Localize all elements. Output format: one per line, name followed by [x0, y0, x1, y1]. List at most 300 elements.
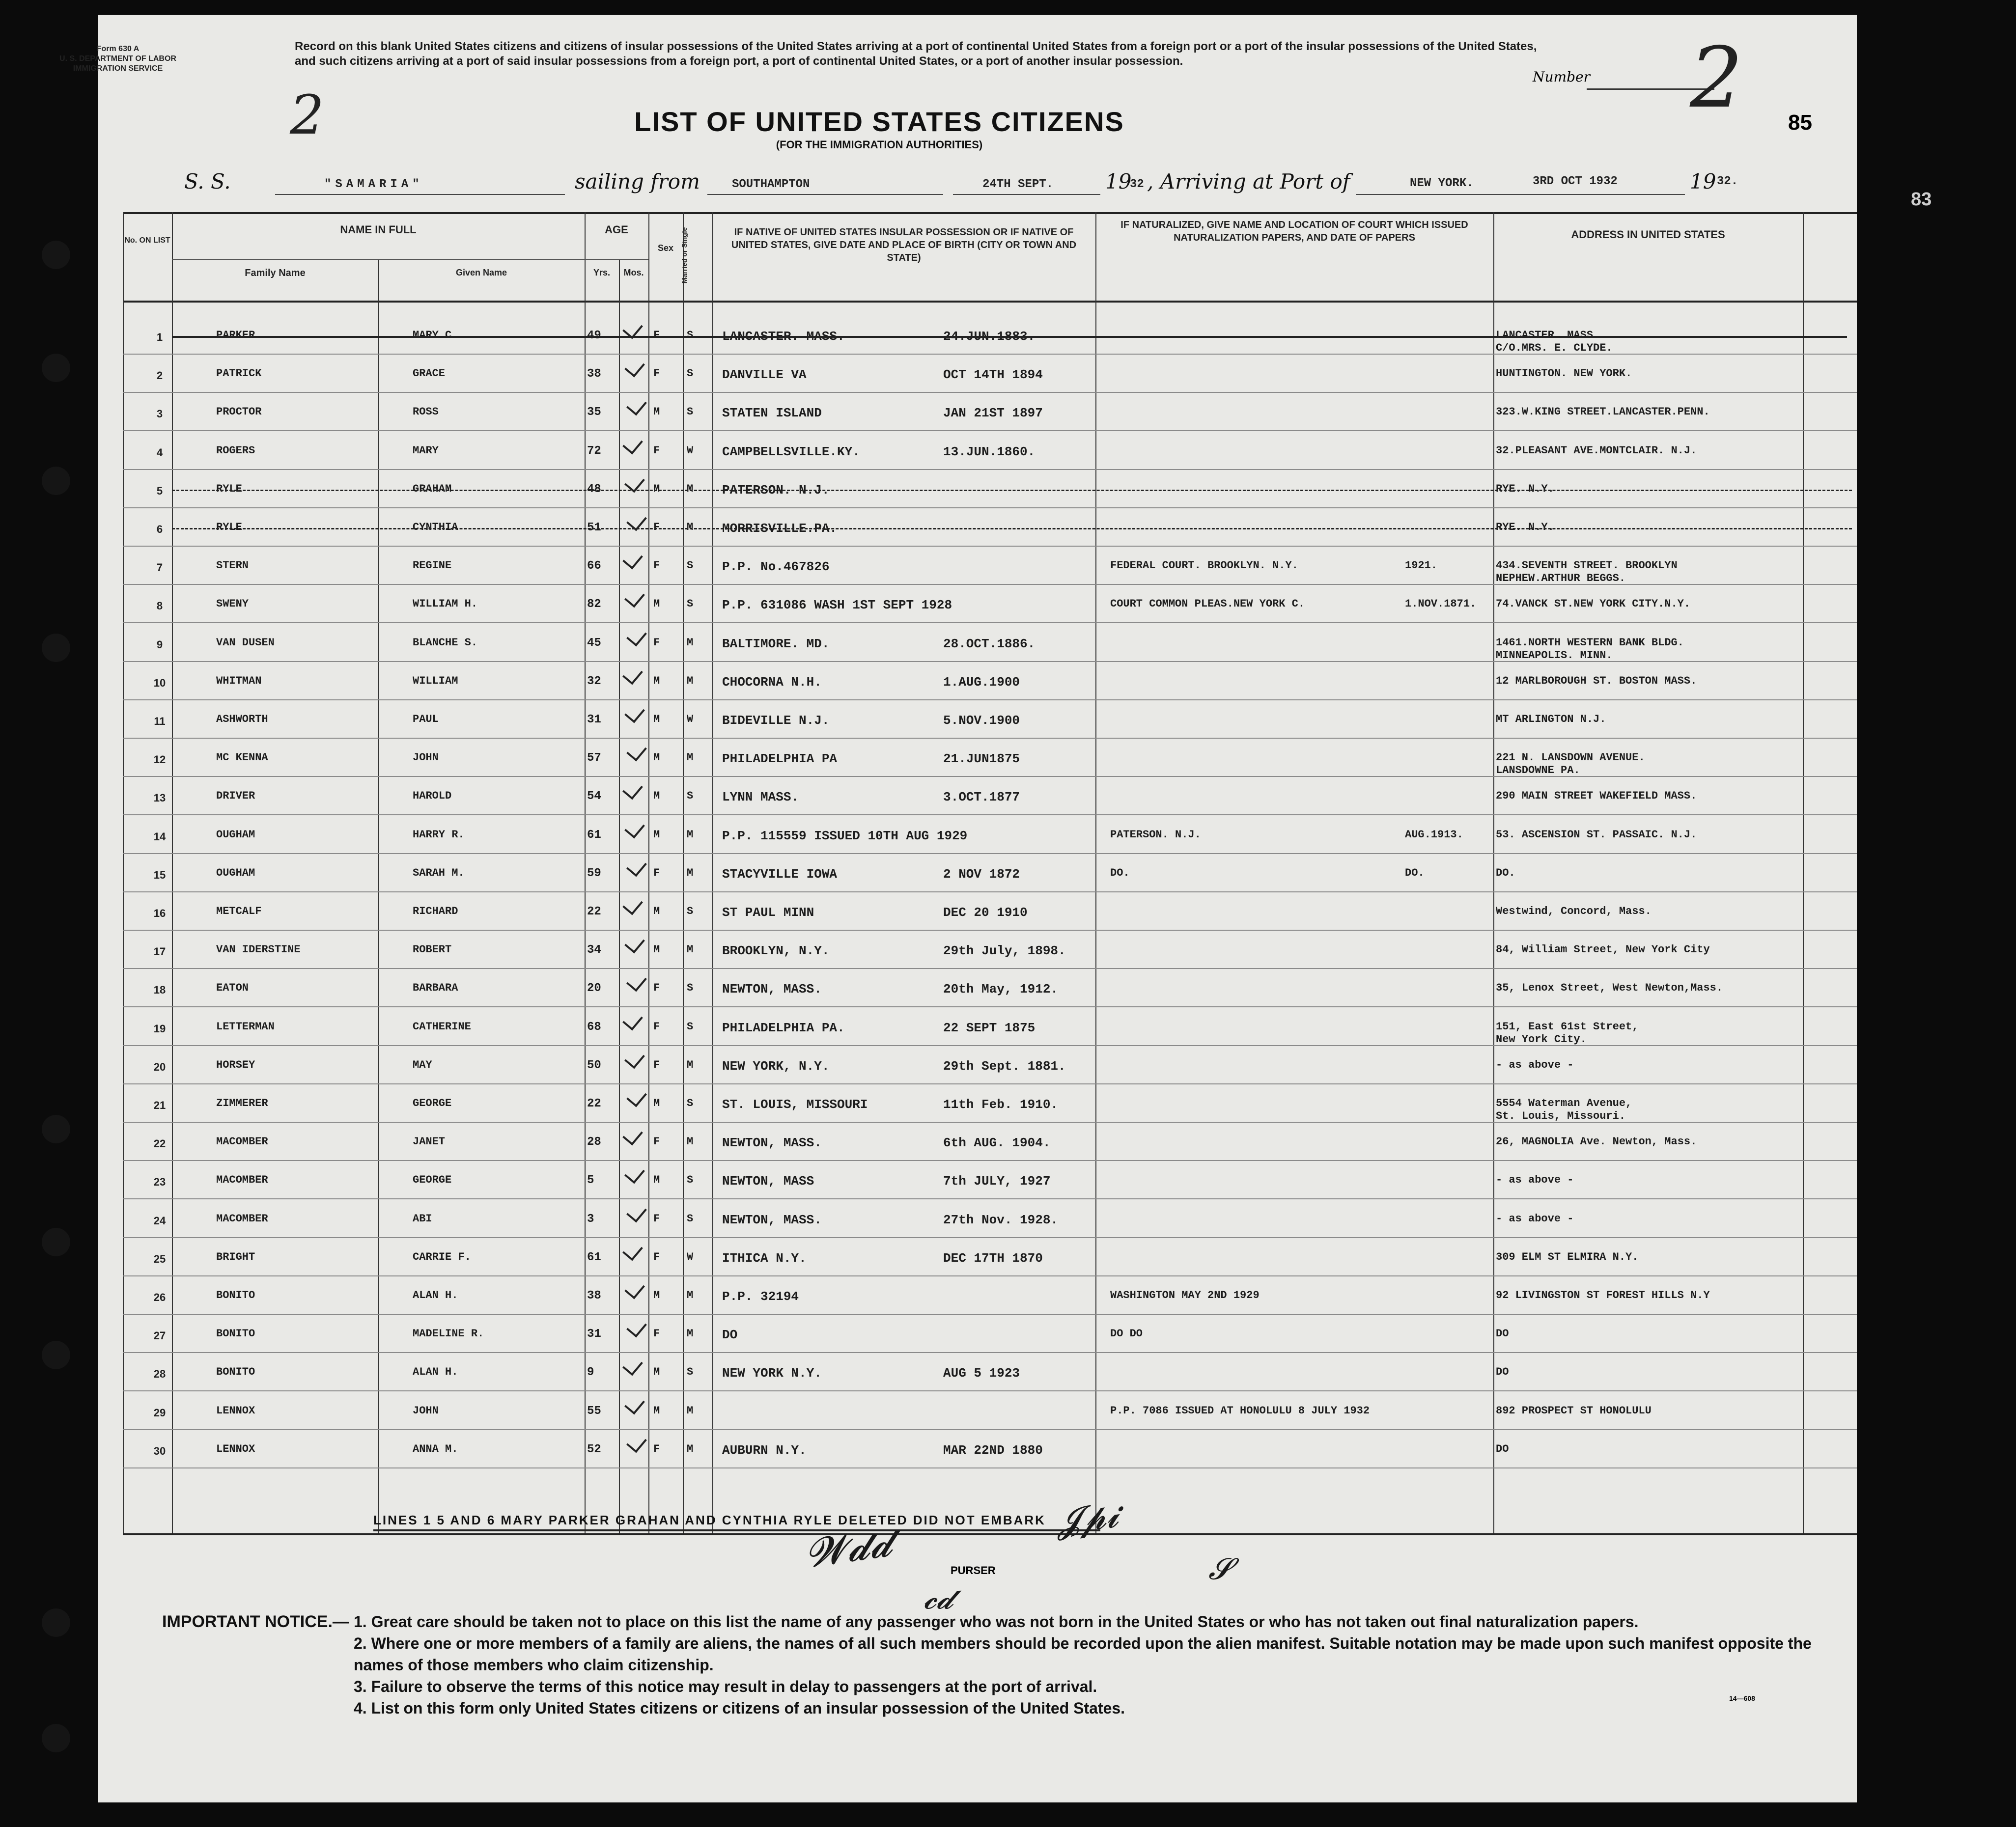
cell-birth-date: 2 NOV 1872: [943, 866, 1020, 882]
row-rule: [123, 738, 1857, 739]
cell-nat: COURT COMMON PLEAS.NEW YORK C.: [1110, 598, 1305, 610]
line-number: 28: [153, 1368, 166, 1381]
cell-birth-date: 5.NOV.1900: [943, 713, 1020, 728]
cell-family: WHITMAN: [216, 674, 262, 687]
cell-given: HARRY R.: [413, 828, 465, 841]
cell-family: BRIGHT: [216, 1250, 255, 1263]
page-number: 85: [1788, 111, 1812, 135]
deletion-note: LINES 1 5 AND 6 MARY PARKER GRAHAN AND CYNTHIA RYLE DELETED DID NOT EMBARK: [373, 1513, 1046, 1527]
row-rule: [123, 622, 1857, 623]
page-subtitle: (FOR THE IMMIGRATION AUTHORITIES): [776, 138, 983, 151]
cell-family: RYLE: [216, 521, 242, 533]
cell-age: 52: [587, 1442, 601, 1456]
cell-birth: P.P. 32194: [722, 1289, 799, 1304]
cell-ms: M: [687, 674, 694, 687]
cell-ms: M: [687, 1289, 694, 1301]
line-number: 11: [154, 715, 166, 727]
cell-given: ROBERT: [413, 943, 452, 956]
year-prefix: 19: [1105, 169, 1132, 194]
row-rule: [123, 1160, 1857, 1161]
cell-given: MAY: [413, 1058, 432, 1071]
cell-addr2: LANSDOWNE PA.: [1496, 764, 1580, 777]
cell-age: 55: [587, 1404, 601, 1418]
cell-given: WILLIAM: [413, 674, 458, 687]
cell-family: OUGHAM: [216, 828, 255, 841]
cell-sex: M: [653, 482, 660, 495]
instructions-text: Record on this blank United States citizens and citizens of insular possessions of the United States arriving at a port of continental United States from a foreign port or a port of the insular possessions of the United States, and such citizens arriving at a port of said insular possessions from a foreign port, a port of continental United States, or a port of another insular possession.: [295, 40, 1537, 68]
cell-birth-date: 7th JULY, 1927: [943, 1174, 1051, 1189]
cell-birth: ITHICA N.Y.: [722, 1250, 807, 1266]
line-number: 3: [156, 408, 163, 420]
cell-age: 31: [587, 713, 601, 726]
cell-age: 54: [587, 790, 601, 803]
binder-hole: [42, 1115, 70, 1143]
cell-age: 35: [587, 406, 601, 419]
cell-family: BONITO: [216, 1328, 255, 1340]
initials-mark: 𝓬𝓭: [924, 1581, 954, 1616]
cell-birth-date: JAN 21ST 1897: [943, 406, 1043, 421]
cell-sex: F: [653, 866, 660, 879]
departure-year: 32: [1130, 178, 1144, 191]
line-number: 22: [153, 1137, 166, 1150]
cell-sex: F: [653, 1135, 660, 1148]
line-number: 10: [153, 676, 166, 689]
cell-given: WILLIAM H.: [413, 598, 478, 610]
notice-label: IMPORTANT NOTICE.—: [162, 1612, 349, 1631]
cell-addr1: 35, Lenox Street, West Newton,Mass.: [1496, 982, 1723, 995]
cell-sex: M: [653, 1366, 660, 1379]
cell-given: ANNA M.: [413, 1442, 458, 1455]
form-code: 14—608: [1729, 1694, 1755, 1702]
col-divider: [619, 259, 620, 1533]
cell-given: ROSS: [413, 406, 439, 418]
cell-nat-date: 1.NOV.1871.: [1405, 598, 1477, 610]
cell-birth: NEW YORK N.Y.: [722, 1366, 822, 1381]
cell-family: RYLE: [216, 482, 242, 495]
row-rule: [123, 1006, 1857, 1007]
cell-birth-date: 11th Feb. 1910.: [943, 1097, 1059, 1112]
form-number: Form 630 A: [96, 45, 140, 53]
binder-hole: [42, 241, 70, 269]
row-rule: [123, 1429, 1857, 1430]
cell-age: 68: [587, 1020, 601, 1034]
row-rule: [123, 968, 1857, 969]
col-divider: [683, 212, 684, 1533]
cell-age: 72: [587, 444, 601, 458]
cell-given: MARY C.: [413, 329, 458, 341]
deletion-note-underline: [373, 1529, 1100, 1531]
cell-family: PARKER: [216, 329, 255, 341]
cell-family: LENNOX: [216, 1404, 255, 1417]
cell-family: PROCTOR: [216, 406, 262, 418]
row-rule: [123, 853, 1857, 854]
ss-label: S. S.: [184, 169, 231, 194]
cell-sex: F: [653, 1328, 660, 1340]
cell-family: LENNOX: [216, 1442, 255, 1455]
line-number: 23: [153, 1176, 166, 1189]
row-rule: [123, 507, 1857, 508]
line-number: 15: [153, 868, 166, 881]
cell-birth: PHILADELPHIA PA: [722, 751, 838, 767]
cell-sex: M: [653, 790, 660, 803]
row-rule: [123, 1390, 1857, 1391]
cell-addr1: RYE. N.Y.: [1496, 521, 1554, 533]
cell-birth-date: 21.JUN1875: [943, 751, 1020, 767]
cell-age: 9: [587, 1366, 594, 1380]
cell-addr1: MT ARLINGTON N.J.: [1496, 713, 1606, 725]
notice-item: 1. Great care should be taken not to place on this list the name of any passenger who was not born in the United States or who has not taken out final naturalization papers.: [354, 1613, 1639, 1631]
cell-addr1: 323.W.KING STREET.LANCASTER.PENN.: [1496, 406, 1710, 418]
cell-nat: WASHINGTON MAY 2ND 1929: [1110, 1289, 1260, 1301]
cell-nat: P.P. 7086 ISSUED AT HONOLULU 8 JULY 1932: [1110, 1404, 1370, 1417]
row-rule: [123, 469, 1857, 470]
cell-nat: FEDERAL COURT. BROOKLYN. N.Y.: [1110, 559, 1298, 572]
cell-age: 45: [587, 636, 601, 650]
cell-birth-date: OCT 14TH 1894: [943, 367, 1043, 383]
port-underline: [707, 194, 943, 195]
cell-nat: DO.: [1110, 866, 1130, 879]
port-of-departure: SOUTHAMPTON: [732, 178, 810, 191]
arriving-label: , Arriving at Port of: [1147, 169, 1350, 194]
cell-family: MACOMBER: [216, 1174, 268, 1187]
cell-age: 61: [587, 1250, 601, 1264]
year-prefix-2: 19: [1690, 169, 1716, 194]
cell-ms: S: [687, 1097, 694, 1109]
cell-birth: STACYVILLE IOWA: [722, 866, 838, 882]
cell-family: DRIVER: [216, 790, 255, 803]
col-divider: [1493, 212, 1494, 1533]
line-number: 13: [153, 792, 166, 804]
row-rule: [123, 546, 1857, 547]
cell-addr1: 309 ELM ST ELMIRA N.Y.: [1496, 1250, 1639, 1263]
cell-birth-date: 3.OCT.1877: [943, 790, 1020, 805]
inspector-signature: 𝓙𝓹𝓲: [1054, 1495, 1120, 1542]
cell-sex: F: [653, 1442, 660, 1455]
cell-age: 5: [587, 1174, 594, 1188]
cell-ms: M: [687, 482, 694, 495]
line-number: 21: [153, 1099, 166, 1111]
cell-addr1: - as above -: [1496, 1058, 1574, 1071]
cell-birth: DO: [722, 1328, 738, 1343]
header-family-name: Family Name: [245, 268, 306, 278]
cell-ms: M: [687, 1135, 694, 1148]
cell-sex: F: [653, 1058, 660, 1071]
cell-ms: W: [687, 1250, 694, 1263]
cell-sex: F: [653, 1020, 660, 1033]
cell-age: 51: [587, 521, 601, 534]
cell-family: MACOMBER: [216, 1135, 268, 1148]
cell-given: GRAHAM: [413, 482, 452, 495]
row-rule: [123, 930, 1857, 931]
header-months: Mos.: [623, 268, 644, 277]
cell-addr1: 32.PLEASANT AVE.MONTCLAIR. N.J.: [1496, 444, 1697, 457]
cell-birth: NEWTON, MASS.: [722, 982, 822, 997]
cell-given: BARBARA: [413, 982, 458, 995]
cell-sex: F: [653, 1212, 660, 1225]
cell-sex: M: [653, 1174, 660, 1187]
row-rule: [123, 1198, 1857, 1199]
cell-family: BONITO: [216, 1289, 255, 1301]
cell-addr1: 53. ASCENSION ST. PASSAIC. N.J.: [1496, 828, 1697, 841]
cell-birth-date: 1.AUG.1900: [943, 674, 1020, 690]
cell-birth-date: 24.JUN.1883.: [943, 329, 1036, 344]
strike-through-line: [172, 528, 1852, 529]
cell-ms: S: [687, 1020, 694, 1033]
cell-given: JANET: [413, 1135, 446, 1148]
cell-family: ROGERS: [216, 444, 255, 457]
cell-ms: M: [687, 828, 694, 841]
table-bottom-border: [123, 1533, 1857, 1535]
cell-birth: CAMPBELLSVILLE.KY.: [722, 444, 860, 459]
header-name-in-full: NAME IN FULL: [340, 223, 417, 236]
cell-addr1: 92 LIVINGSTON ST FOREST HILLS N.Y: [1496, 1289, 1710, 1301]
cell-sex: F: [653, 1250, 660, 1263]
cell-birth-date: 28.OCT.1886.: [943, 636, 1036, 651]
binder-hole: [42, 1228, 70, 1256]
cell-addr1: LANCASTER. MASS.: [1496, 329, 1600, 341]
cell-nat-date: AUG.1913.: [1405, 828, 1463, 841]
line-number: 24: [153, 1214, 166, 1227]
header-birth-place: IF NATIVE OF UNITED STATES INSULAR POSSESSION OR IF NATIVE OF UNITED STATES, GIVE DATE AND PLACE OF BIRTH (CITY OR TOWN AND STATE): [731, 227, 1077, 263]
list-number: 2: [1690, 29, 1743, 127]
row-rule: [123, 891, 1857, 892]
line-number: 6: [156, 523, 163, 535]
cell-family: LETTERMAN: [216, 1020, 275, 1033]
cell-sex: M: [653, 943, 660, 956]
cell-family: METCALF: [216, 905, 262, 917]
cell-ms: S: [687, 982, 694, 995]
cell-given: GRACE: [413, 367, 446, 380]
cell-addr1: 74.VANCK ST.NEW YORK CITY.N.Y.: [1496, 598, 1691, 610]
cell-ms: S: [687, 905, 694, 917]
cell-birth: PHILADELPHIA PA.: [722, 1020, 845, 1035]
cell-sex: M: [653, 905, 660, 917]
cell-addr1: - as above -: [1496, 1212, 1574, 1225]
cell-given: PAUL: [413, 713, 439, 725]
cell-birth: MORRISVILLE.PA.: [722, 521, 838, 536]
cell-birth: NEWTON, MASS: [722, 1174, 814, 1189]
cell-ms: M: [687, 1404, 694, 1417]
col-divider: [378, 259, 379, 1533]
cell-ms: S: [687, 406, 694, 418]
cell-ms: M: [687, 943, 694, 956]
cell-addr2: New York City.: [1496, 1033, 1587, 1046]
cell-addr1: 221 N. LANSDOWN AVENUE.: [1496, 751, 1645, 764]
header-address: ADDRESS IN UNITED STATES: [1571, 228, 1725, 241]
cell-addr1: Westwind, Concord, Mass.: [1496, 905, 1652, 917]
cell-sex: M: [653, 1097, 660, 1109]
cell-ms: S: [687, 559, 694, 572]
cell-ms: M: [687, 1328, 694, 1340]
cell-ms: M: [687, 751, 694, 764]
row-rule: [123, 814, 1857, 815]
col-divider: [1095, 212, 1096, 1533]
cell-ms: M: [687, 636, 694, 649]
cell-age: 48: [587, 482, 601, 496]
cell-sex: M: [653, 598, 660, 610]
header-subdivider: [585, 259, 648, 260]
binder-hole: [42, 1608, 70, 1637]
date-underline: [953, 194, 1100, 195]
cell-birth-date: 22 SEPT 1875: [943, 1020, 1036, 1035]
cell-age: 3: [587, 1212, 594, 1226]
cell-ms: S: [687, 598, 694, 610]
binder-hole: [42, 1724, 70, 1752]
departure-date: 24TH SEPT.: [982, 178, 1054, 191]
header-years: Yrs.: [593, 268, 611, 277]
cell-age: 20: [587, 982, 601, 996]
cell-addr1: DO: [1496, 1442, 1509, 1455]
cell-birth-date: 29th July, 1898.: [943, 943, 1066, 959]
cell-addr2: MINNEAPOLIS. MINN.: [1496, 649, 1613, 662]
cell-given: MARY: [413, 444, 439, 457]
cell-sex: M: [653, 751, 660, 764]
cell-addr1: DO: [1496, 1366, 1509, 1379]
header-age: AGE: [605, 223, 628, 236]
strike-through-line: [172, 336, 1847, 338]
cell-given: ALAN H.: [413, 1289, 458, 1301]
cell-birth-date: AUG 5 1923: [943, 1366, 1020, 1381]
cell-ms: S: [687, 1366, 694, 1379]
notice-item: 2. Where one or more members of a family are aliens, the names of all such members should be recorded upon the alien manifest. Suitable notation may be made upon such manifest opposite the names of those members who claim citizenship.: [354, 1634, 1812, 1674]
cell-given: MADELINE R.: [413, 1328, 484, 1340]
cell-nat: PATERSON. N.J.: [1110, 828, 1201, 841]
row-rule: [123, 1045, 1857, 1046]
header-bottom-border: [123, 301, 1857, 303]
cell-addr1: 1461.NORTH WESTERN BANK BLDG.: [1496, 636, 1684, 649]
line-number: 1: [156, 331, 163, 343]
cell-ms: S: [687, 790, 694, 803]
row-rule: [123, 1467, 1857, 1468]
department-name: U. S. DEPARTMENT OF LABOR: [59, 55, 176, 63]
cell-birth: ST. LOUIS, MISSOURI: [722, 1097, 868, 1112]
cell-age: 61: [587, 828, 601, 842]
cell-addr1: 26, MAGNOLIA Ave. Newton, Mass.: [1496, 1135, 1697, 1148]
notice-item: 3. Failure to observe the terms of this notice may result in delay to passengers at the port of arrival.: [354, 1678, 1097, 1695]
cell-ms: W: [687, 713, 694, 725]
cell-age: 32: [587, 674, 601, 688]
cell-given: ABI: [413, 1212, 432, 1225]
notice-item: 4. List on this form only United States citizens or citizens of an insular possession of the United States.: [354, 1699, 1125, 1717]
line-number: 27: [153, 1329, 166, 1342]
cell-addr1: 12 MARLBOROUGH ST. BOSTON MASS.: [1496, 674, 1697, 687]
cell-family: ZIMMERER: [216, 1097, 268, 1109]
cell-ms: W: [687, 444, 694, 457]
service-name: IMMIGRATION SERVICE: [73, 64, 163, 73]
cell-birth: ST PAUL MINN: [722, 905, 814, 920]
cell-age: 59: [587, 866, 601, 880]
header-sex: Sex: [657, 243, 674, 253]
cell-family: VAN DUSEN: [216, 636, 275, 649]
line-number: 26: [153, 1291, 166, 1303]
handwritten-sheet-number: 2: [290, 83, 324, 146]
cell-birth: P.P. 115559 ISSUED 10TH AUG 1929: [722, 828, 968, 843]
number-label: Number: [1533, 69, 1590, 85]
cell-family: OUGHAM: [216, 866, 255, 879]
strike-through-line: [172, 490, 1852, 491]
line-number: 29: [153, 1406, 166, 1419]
cell-birth-date: MAR 22ND 1880: [943, 1442, 1043, 1458]
cell-addr1: - as above -: [1496, 1174, 1574, 1187]
cell-birth: BIDEVILLE N.J.: [722, 713, 830, 728]
row-rule: [123, 1237, 1857, 1238]
side-page-number: 83: [1911, 189, 1932, 210]
binder-hole: [42, 467, 70, 495]
binder-hole: [42, 1341, 70, 1369]
purser-label: PURSER: [951, 1564, 996, 1577]
ship-name: "SAMARIA": [324, 178, 423, 191]
row-rule: [123, 1352, 1857, 1353]
cell-sex: M: [653, 713, 660, 725]
cell-birth: P.P. 631086 WASH 1ST SEPT 1928: [722, 598, 952, 613]
binder-hole: [42, 634, 70, 662]
cell-sex: F: [653, 329, 660, 341]
cell-family: PATRICK: [216, 367, 262, 380]
line-number: 16: [153, 907, 166, 919]
cell-ms: S: [687, 329, 694, 341]
line-number: 7: [156, 561, 163, 574]
cell-birth-date: DEC 20 1910: [943, 905, 1028, 920]
line-number: 8: [156, 600, 163, 612]
cell-sex: F: [653, 444, 660, 457]
cell-sex: M: [653, 406, 660, 418]
cell-birth: LYNN MASS.: [722, 790, 799, 805]
cell-nat: DO DO: [1110, 1328, 1143, 1340]
line-number: 14: [153, 830, 166, 843]
line-number: 9: [156, 638, 163, 651]
line-number: 18: [153, 984, 166, 997]
cell-given: CYNTHIA: [413, 521, 458, 533]
line-number: 12: [153, 753, 166, 766]
col-divider: [1803, 212, 1804, 1533]
cell-family: MACOMBER: [216, 1212, 268, 1225]
cell-sex: M: [653, 674, 660, 687]
cell-given: GEORGE: [413, 1097, 452, 1109]
cell-age: 57: [587, 751, 601, 765]
cell-age: 31: [587, 1328, 601, 1341]
cell-ms: S: [687, 1174, 694, 1187]
cell-family: ASHWORTH: [216, 713, 268, 725]
cell-given: CATHERINE: [413, 1020, 471, 1033]
cell-birth-date: 27th Nov. 1928.: [943, 1212, 1059, 1227]
cell-age: 66: [587, 559, 601, 573]
cell-birth: PATERSON. N.J.: [722, 482, 830, 498]
line-number: 5: [156, 484, 163, 497]
cell-birth: NEWTON, MASS.: [722, 1212, 822, 1227]
table-top-border: [123, 212, 1857, 214]
cell-family: VAN IDERSTINE: [216, 943, 301, 956]
cell-given: BLANCHE S.: [413, 636, 478, 649]
cell-birth: NEWTON, MASS.: [722, 1135, 822, 1151]
cell-age: 28: [587, 1135, 601, 1149]
cell-addr1: 290 MAIN STREET WAKEFIELD MASS.: [1496, 790, 1697, 803]
line-number: 2: [156, 369, 163, 382]
cell-sex: M: [653, 1289, 660, 1301]
row-rule: [123, 776, 1857, 777]
cell-given: GEORGE: [413, 1174, 452, 1187]
cell-sex: M: [653, 828, 660, 841]
cell-given: JOHN: [413, 1404, 439, 1417]
cell-family: EATON: [216, 982, 249, 995]
purser-signature: 𝓦𝓭𝓭: [803, 1519, 895, 1577]
cell-nat-date: 1921.: [1405, 559, 1438, 572]
cell-family: MC KENNA: [216, 751, 268, 764]
cell-age: 38: [587, 367, 601, 381]
cell-sex: F: [653, 559, 660, 572]
cell-given: CARRIE F.: [413, 1250, 471, 1263]
col-divider: [585, 212, 586, 1533]
cell-birth-date: 20th May, 1912.: [943, 982, 1059, 997]
